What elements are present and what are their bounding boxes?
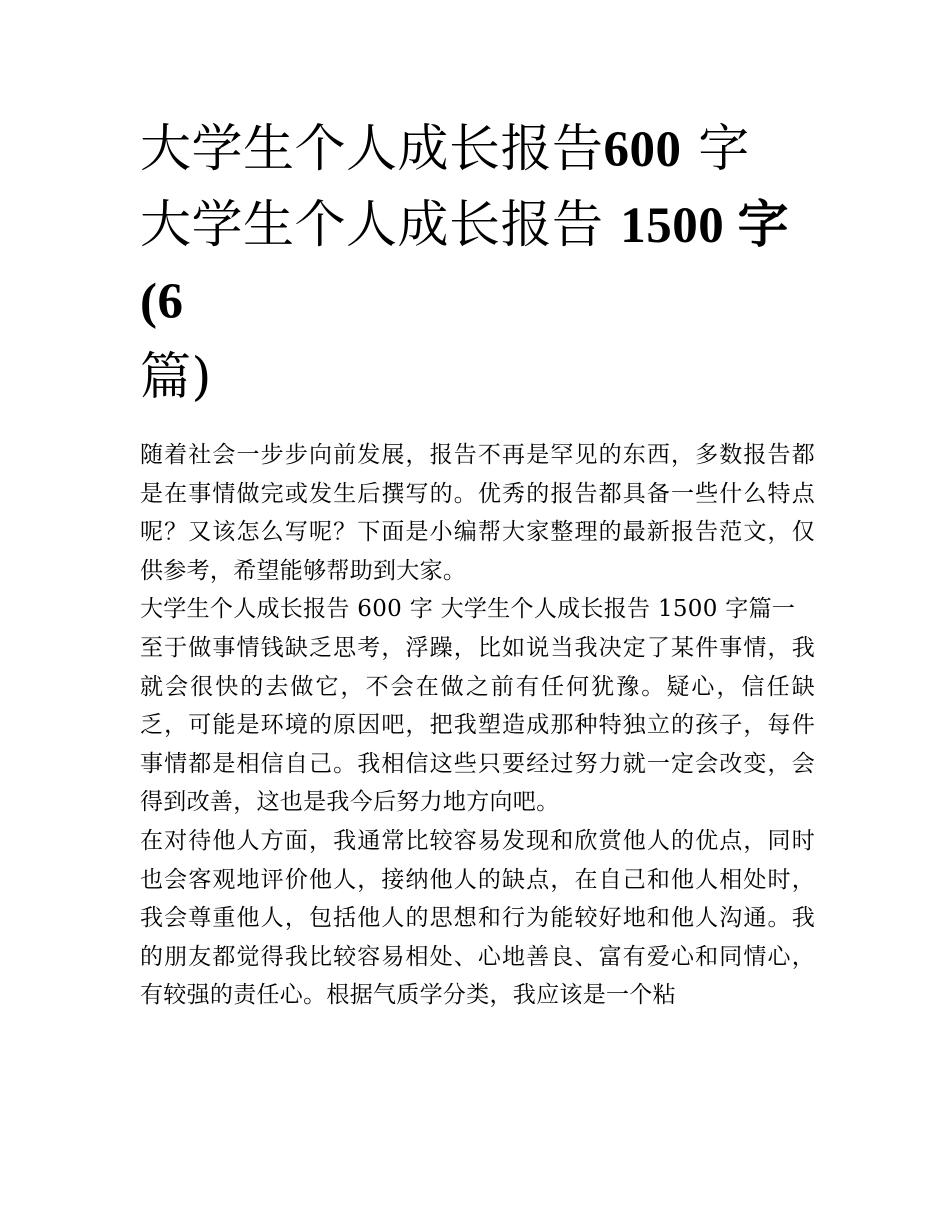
- intro-paragraph: 随着社会一步步向前发展，报告不再是罕见的东西，多数报告都是在事情做完或发生后撰写的。优秀的报告都具备一些什么特点呢？又该怎么写呢？下面是小编帮大家整理的最新报告范文，仅供参考，希望能够帮助到大家。: [140, 442, 815, 584]
- title-part-6: 篇): [140, 348, 212, 407]
- title-part-4: 1500: [620, 198, 725, 254]
- body-paragraph-2: 在对待他人方面，我通常比较容易发现和欣赏他人的优点，同时也会客观地评价他人，接纳他人的缺点，在自己和他人相处时，我会尊重他人，包括他人的思想和行为能较好地和他人沟通。我的朋友都觉得我比较容易相处、心地善良、富有爱心和同情心，有较强的责任心。根据气质学分类，我应该是一个粘: [140, 827, 815, 1009]
- title-part-3: 字 大学生个人成长报告: [140, 120, 750, 255]
- title-part-5: 字(6: [140, 198, 789, 330]
- document-page: [140, 112, 815, 1015]
- section-heading: 大学生个人成长报告 600 字 大学生个人成长报告 1500 字篇一: [140, 596, 796, 623]
- body-paragraph-1: 至于做事情钱缺乏思考，浮躁，比如说当我决定了某件事情，我就会很快的去做它，不会在做之前有任何犹豫。疑心，信任缺乏，可能是环境的原因吧，把我塑造成那种特独立的孩子，每件事情都是相信自己。我相信这些只要经过努力就一定会改变，会得到改善，这也是我今后努力地方向吧。: [140, 634, 815, 816]
- title-part-2: 600: [603, 122, 682, 178]
- document-title: [140, 112, 815, 416]
- title-part-1: 大学生个人成长报告: [140, 120, 604, 179]
